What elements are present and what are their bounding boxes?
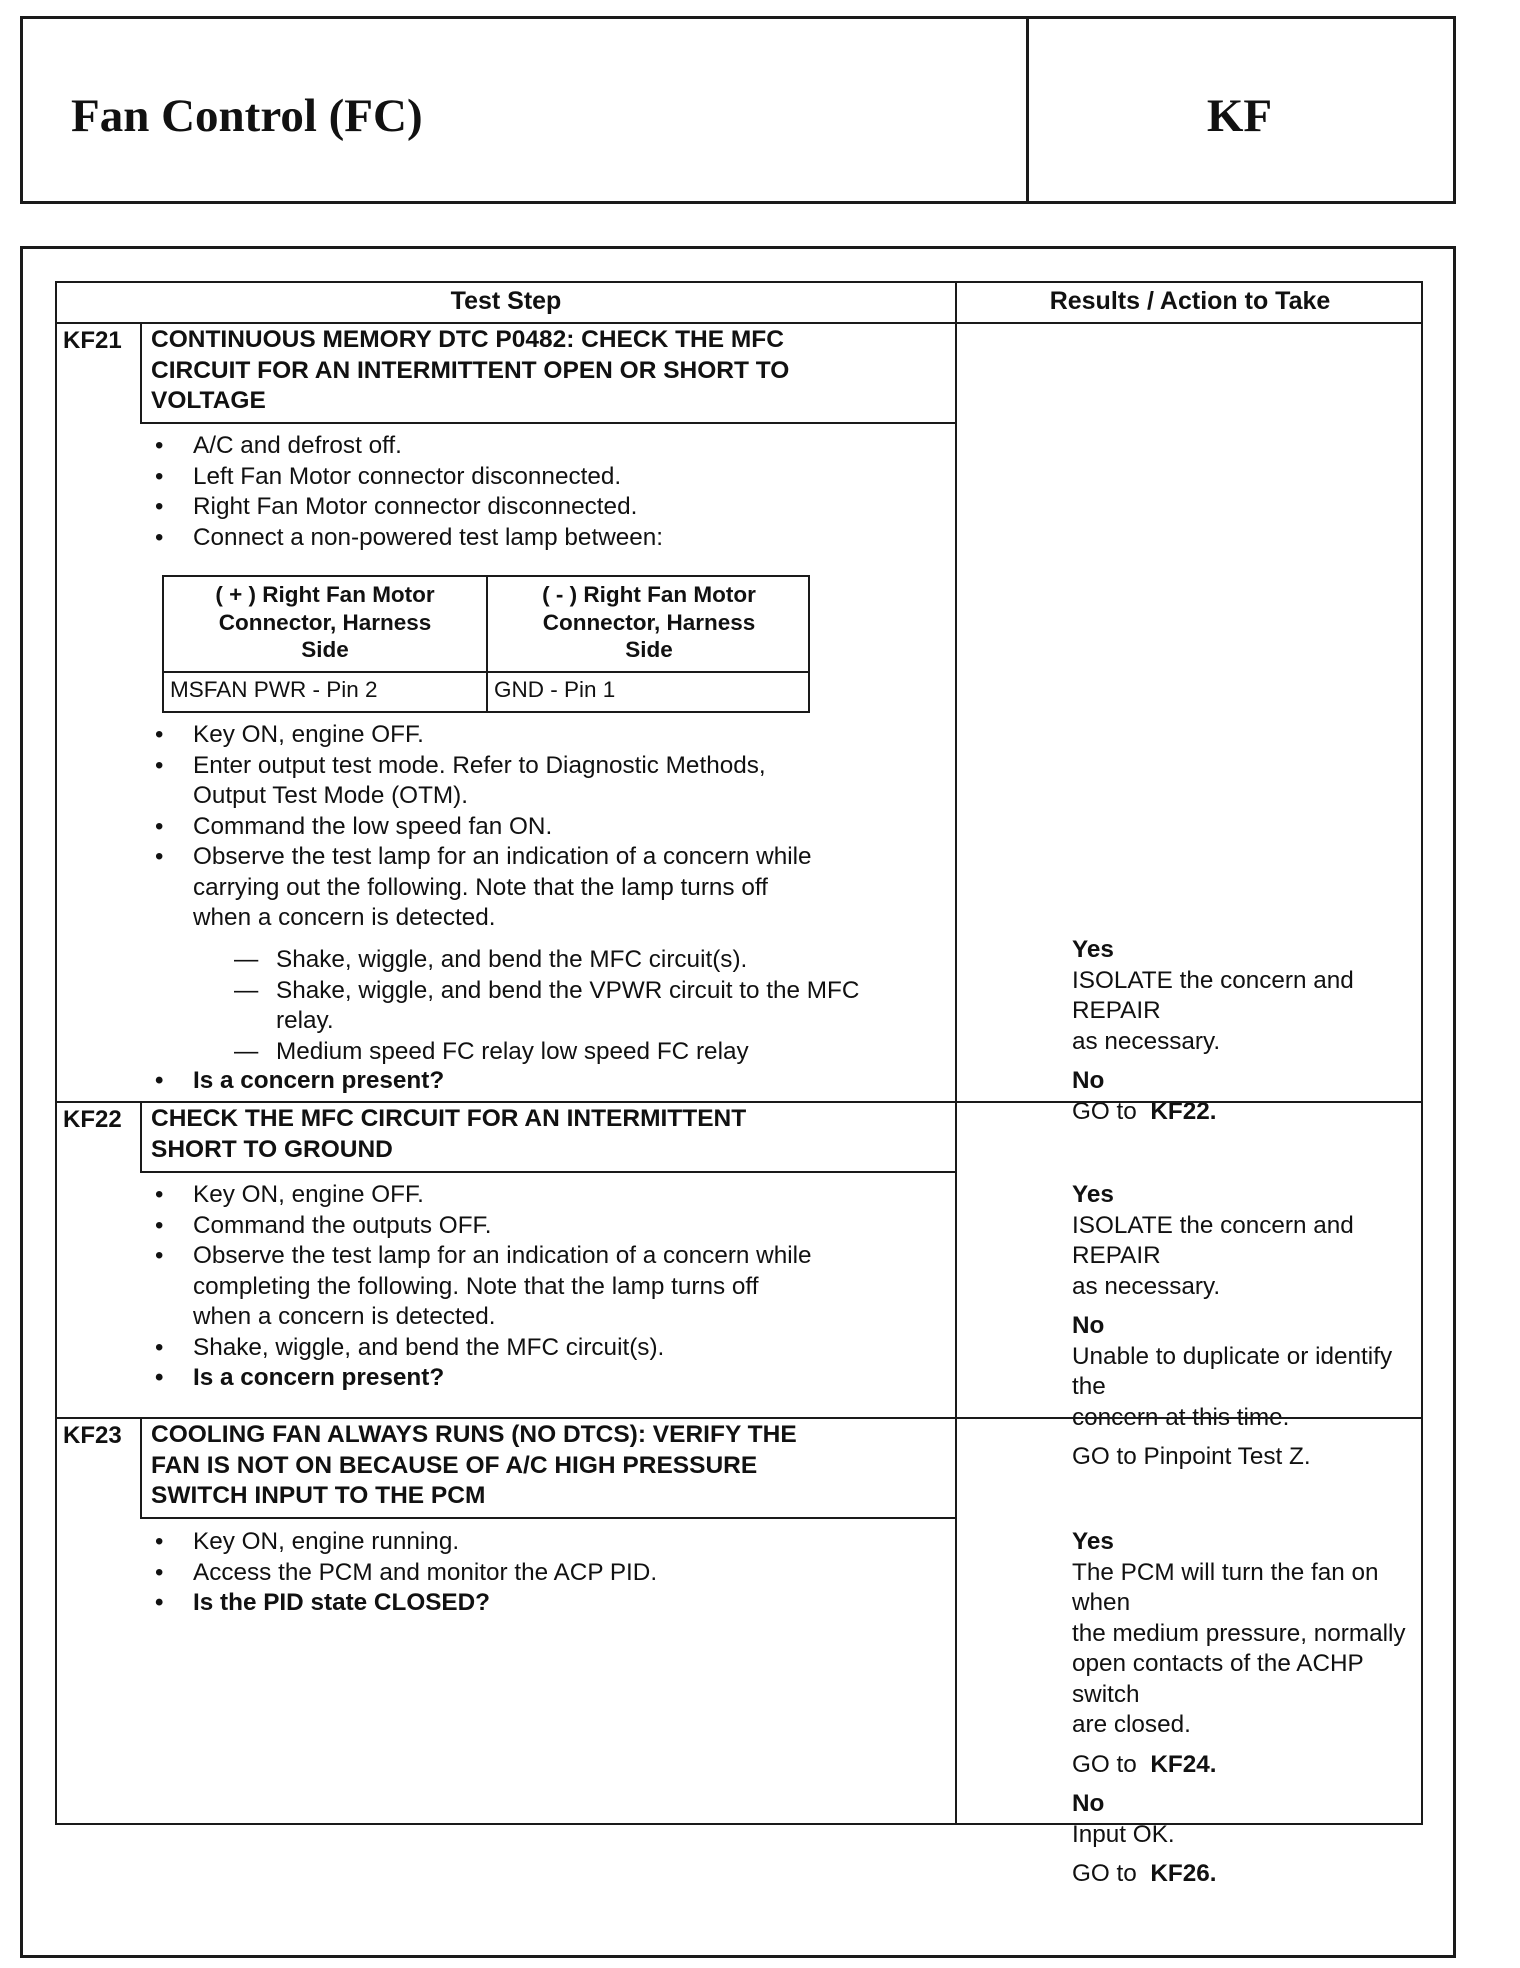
list-item: • Shake, wiggle, and bend the MFC circuit(s).	[151, 1333, 812, 1364]
list-item: • Right Fan Motor connector disconnected.	[151, 492, 663, 523]
page-title: Fan Control (FC)	[71, 90, 423, 142]
connection-value-negative: GND - Pin 1	[494, 677, 616, 702]
list-item: • Command the low speed fan ON.	[151, 812, 812, 843]
step-title-line: CIRCUIT FOR AN INTERMITTENT OPEN OR SHORT TO	[151, 356, 790, 384]
page-header	[20, 16, 1456, 204]
no-label: No	[1072, 1067, 1105, 1094]
results-kf23	[1072, 1527, 1421, 1890]
step-title-kf23	[151, 1420, 797, 1512]
list-item-continuation: when a concern is detected.	[193, 904, 496, 931]
header-row-line	[57, 322, 1421, 324]
list-item	[151, 1302, 812, 1333]
result-line: are closed.	[1072, 1711, 1191, 1738]
result-line: ISOLATE the concern and REPAIR	[1072, 966, 1354, 1024]
test-step-table	[55, 281, 1423, 1887]
result-line: Unable to duplicate or identify the	[1072, 1342, 1393, 1400]
goto-target: KF26.	[1150, 1860, 1217, 1887]
step-title-line: CHECK THE MFC CIRCUIT FOR AN INTERMITTENT	[151, 1105, 747, 1132]
list-item	[151, 873, 812, 904]
list-item: • Key ON, engine OFF.	[151, 1180, 812, 1211]
yes-label: Yes	[1072, 1181, 1114, 1208]
step-id-kf22: KF22	[63, 1106, 122, 1133]
step-question: • Is a concern present?	[151, 1066, 444, 1097]
step-id-divider	[140, 1417, 142, 1517]
connection-header-line: ( + ) Right Fan Motor	[215, 582, 435, 607]
no-label: No	[1072, 1790, 1105, 1817]
column-header-test-step: Test Step	[450, 287, 562, 315]
section-code: KF	[1206, 90, 1273, 142]
column-divider	[955, 283, 957, 1823]
goto-prefix: GO to	[1072, 1750, 1137, 1778]
result-line: as necessary.	[1072, 1027, 1221, 1055]
step-title-line: VOLTAGE	[151, 387, 266, 414]
list-item	[234, 1006, 859, 1037]
connection-table	[162, 575, 810, 713]
step-kf23-bullets	[151, 1527, 657, 1619]
list-item: • Enter output test mode. Refer to Diagnostic Methods,	[151, 751, 812, 782]
goto-line: GO to Pinpoint Test Z.	[1072, 1443, 1311, 1470]
step-title-line: SWITCH INPUT TO THE PCM	[151, 1482, 486, 1509]
list-item: • Connect a non-powered test lamp between:	[151, 523, 663, 554]
step-title-line: FAN IS NOT ON BECAUSE OF A/C HIGH PRESSURE	[151, 1451, 758, 1479]
connection-header-line: Side	[625, 637, 673, 662]
step-title-underline	[140, 1517, 955, 1519]
list-item-continuation: completing the following. Note that the lamp turns off	[193, 1272, 759, 1300]
step-kf21-dashes	[234, 945, 859, 1067]
results-kf22	[1072, 1180, 1421, 1473]
list-item: • Command the outputs OFF.	[151, 1211, 812, 1242]
goto-target: KF24.	[1150, 1750, 1217, 1778]
goto-prefix: GO to	[1072, 1097, 1137, 1125]
list-item: • Observe the test lamp for an indication of a concern while	[151, 842, 812, 873]
list-item: • Key ON, engine running.	[151, 1527, 657, 1558]
step-kf21-bullets-b	[151, 720, 812, 934]
list-item: • Left Fan Motor connector disconnected.	[151, 462, 663, 493]
list-item	[151, 1272, 812, 1303]
list-item: — Medium speed FC relay low speed FC relay	[234, 1037, 859, 1068]
list-item: • A/C and defrost off.	[151, 431, 663, 462]
result-line: The PCM will turn the fan on when	[1072, 1558, 1379, 1616]
list-item-continuation: relay.	[276, 1007, 334, 1034]
step-id-divider	[140, 322, 142, 422]
step-title-line: CONTINUOUS MEMORY DTC P0482: CHECK THE MFC	[151, 326, 784, 353]
connection-header-line: Connector, Harness	[542, 609, 756, 635]
step-kf22-bullets	[151, 1180, 812, 1394]
step-title-underline	[140, 1171, 955, 1173]
step-kf21-question	[151, 1066, 444, 1097]
list-item	[151, 903, 812, 934]
connection-header-line: Connector, Harness	[218, 609, 432, 635]
no-label: No	[1072, 1312, 1105, 1339]
list-item: • Key ON, engine OFF.	[151, 720, 812, 751]
connection-table-row-line	[164, 671, 808, 673]
column-header-results: Results / Action to Take	[1049, 287, 1331, 315]
step-title-kf22	[151, 1104, 746, 1165]
step-question: • Is the PID state CLOSED?	[151, 1588, 657, 1619]
goto-line	[1072, 1750, 1421, 1781]
goto-line	[1072, 1859, 1421, 1890]
result-line: Input OK.	[1072, 1820, 1175, 1848]
list-item: • Access the PCM and monitor the ACP PID.	[151, 1558, 657, 1589]
connection-value-positive: MSFAN PWR - Pin 2	[170, 677, 378, 702]
result-line: concern at this time.	[1072, 1403, 1290, 1431]
step-id-kf21: KF21	[63, 327, 122, 354]
list-item	[151, 781, 812, 812]
goto-prefix: GO to	[1072, 1860, 1137, 1887]
step-title-line: COOLING FAN ALWAYS RUNS (NO DTCS): VERIFY THE	[151, 1421, 797, 1448]
connection-header-positive	[164, 581, 486, 664]
result-line: as necessary.	[1072, 1272, 1221, 1300]
result-line: open contacts of the ACHP switch	[1072, 1650, 1364, 1708]
connection-header-line: ( - ) Right Fan Motor	[542, 582, 756, 607]
result-line: ISOLATE the concern and REPAIR	[1072, 1211, 1354, 1269]
step-title-line: SHORT TO GROUND	[151, 1135, 393, 1163]
step-id-divider	[140, 1101, 142, 1171]
connection-header-line: Side	[301, 637, 349, 662]
list-item-continuation: when a concern is detected.	[193, 1303, 496, 1330]
step-kf21-bullets-a	[151, 431, 663, 553]
yes-label: Yes	[1072, 936, 1114, 963]
goto-target: KF22.	[1150, 1097, 1217, 1125]
step-id-kf23: KF23	[63, 1422, 122, 1449]
yes-label: Yes	[1072, 1528, 1114, 1555]
list-item-continuation: carrying out the following. Note that the lamp turns off	[193, 873, 768, 901]
connection-header-negative	[488, 581, 810, 664]
list-item: — Shake, wiggle, and bend the VPWR circuit to the MFC	[234, 976, 859, 1007]
step-question: • Is a concern present?	[151, 1363, 812, 1394]
list-item: • Observe the test lamp for an indication of a concern while	[151, 1241, 812, 1272]
step-title-kf21	[151, 325, 789, 417]
step-separator	[57, 1417, 1421, 1419]
list-item: — Shake, wiggle, and bend the MFC circuit(s).	[234, 945, 859, 976]
list-item-continuation: Output Test Mode (OTM).	[193, 782, 469, 809]
step-separator	[57, 1101, 1421, 1103]
result-line: the medium pressure, normally	[1072, 1619, 1406, 1647]
results-kf21	[1072, 935, 1421, 1127]
step-title-underline	[140, 422, 955, 424]
